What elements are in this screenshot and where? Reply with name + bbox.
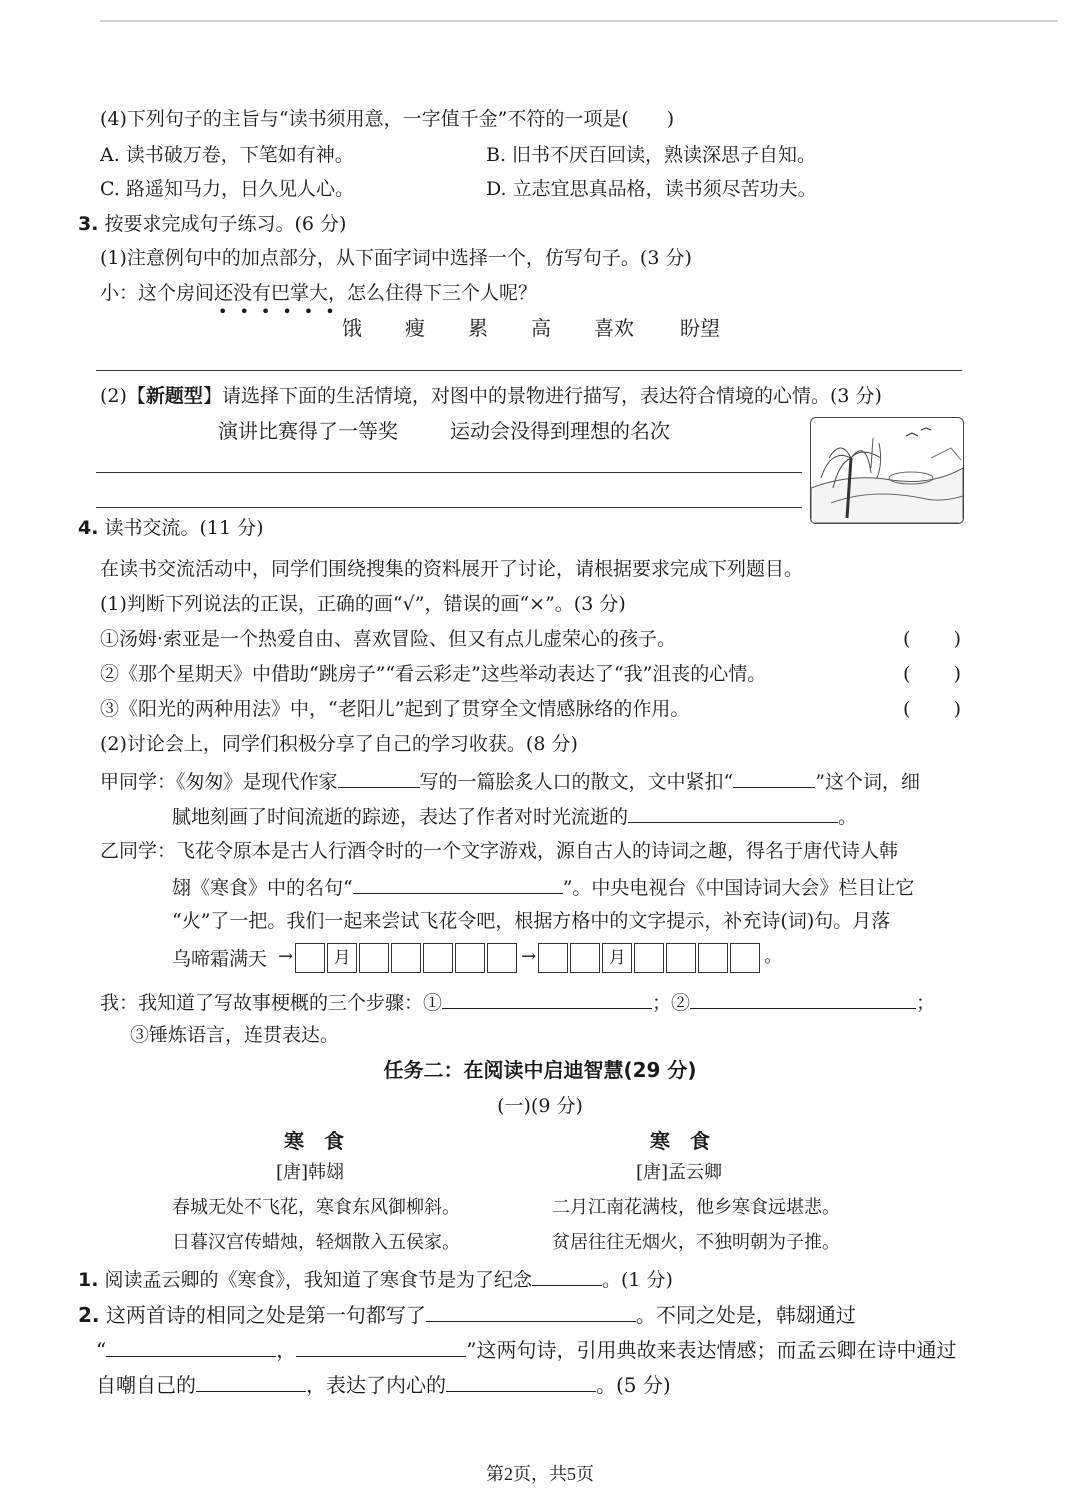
- q1-text: 。(1 分): [602, 1269, 673, 1291]
- answer-line[interactable]: [96, 507, 802, 508]
- student-wo-line1: [100, 988, 935, 1016]
- s3-part2-text: 】请选择下面的生活情境，对图中的景物进行描写，表达符合情境的心情。(3 分): [202, 385, 882, 407]
- wo-text: ；: [916, 992, 936, 1014]
- answer-line[interactable]: [96, 472, 802, 473]
- blank-keyword[interactable]: [733, 767, 815, 788]
- box-cell[interactable]: [423, 943, 453, 973]
- q2-text: ”这两句诗，引用典故来表达情感；而孟云卿在诗中通过: [466, 1338, 957, 1362]
- box-cell[interactable]: [634, 943, 664, 973]
- s3-part1-instruction: (1)注意例句中的加点部分，从下面字词中选择一个，仿写句子。(3 分): [100, 247, 692, 269]
- section-4-heading: [78, 515, 264, 541]
- situation-option-1: 演讲比赛得了一等奖: [218, 419, 398, 443]
- bracket-open: (2)【: [100, 385, 146, 407]
- word-choice-3: 累: [468, 316, 488, 340]
- q1-number: 1.: [78, 1269, 99, 1291]
- student-yi-line2: [172, 873, 914, 901]
- blank-poem-line-a[interactable]: [106, 1336, 276, 1357]
- period: 。: [764, 946, 783, 967]
- yi-text: ”。中央电视台《中国诗词大会》栏目让它: [562, 877, 915, 899]
- blank-step2[interactable]: [690, 988, 916, 1009]
- q2-text: 自嘲自己的: [96, 1373, 196, 1397]
- blank-commemorate[interactable]: [532, 1265, 602, 1286]
- landscape-illustration: [810, 417, 964, 524]
- box-cell[interactable]: [666, 943, 696, 973]
- wo-text: 我：我知道了写故事梗概的三个步骤：①: [100, 992, 443, 1014]
- reading-q2-line1: [78, 1301, 856, 1328]
- q2-text: ，: [276, 1338, 297, 1362]
- poem-1-line-2: 日暮汉宫传蜡烛，轻烟散入五侯家。: [172, 1232, 460, 1253]
- blank-famous-line[interactable]: [353, 873, 563, 894]
- q2-text: 。不同之处是，韩翃通过: [635, 1303, 856, 1327]
- paren-close: ): [953, 663, 961, 685]
- q4-option-b: B. 旧书不厌百回读，熟读深思子自知。: [486, 144, 817, 166]
- word-choice-1: 饿: [342, 316, 362, 340]
- reading-q2-line2: [96, 1336, 956, 1363]
- section-4-title: 读书交流。(11 分): [98, 517, 264, 539]
- blank-poem-line-b[interactable]: [296, 1336, 466, 1357]
- jia-text: 腻地刻画了时间流逝的踪迹，表达了作者对时光流逝的: [172, 806, 629, 828]
- section-3-title: 按要求完成句子练习。(6 分): [98, 213, 347, 235]
- box-cell[interactable]: [295, 943, 325, 973]
- blank-common[interactable]: [426, 1301, 636, 1322]
- jia-text: ”这个词，细: [815, 771, 920, 793]
- judgement-3: ③《阳光的两种用法》中，“老阳儿”起到了贯穿全文情感脉络的作用。: [100, 698, 690, 720]
- student-yi-line1: 乙同学：飞花令原本是古人行酒令时的一个文字游戏，源自古人的诗词之趣，得名于唐代诗人韩: [100, 840, 899, 862]
- word-choice-4: 高: [531, 316, 551, 340]
- s4-intro: 在读书交流活动中，同学们围绕搜集的资料展开了讨论，请根据要求完成下列题目。: [100, 558, 804, 580]
- jia-text: 。: [838, 806, 858, 828]
- q4-option-a: A. 读书破万卷，下笔如有神。: [100, 144, 354, 166]
- situation-option-2: 运动会没得到理想的名次: [450, 419, 670, 443]
- box-cell[interactable]: [359, 943, 389, 973]
- blank-feeling[interactable]: [628, 802, 838, 823]
- judgement-2-answer-box[interactable]: [903, 661, 961, 687]
- paren-open: (: [903, 663, 911, 685]
- reading-q1: [78, 1265, 673, 1293]
- judgement-1-answer-box[interactable]: [903, 626, 961, 652]
- reading-q2-line3: [96, 1371, 671, 1398]
- fly-flower-boxes: [276, 943, 784, 973]
- fly-flower-prefix: 乌啼霜满天: [172, 948, 268, 970]
- box-cell[interactable]: [391, 943, 421, 973]
- q2-text: ，表达了内心的: [306, 1373, 446, 1397]
- paren-open: (: [903, 628, 911, 650]
- box-cell[interactable]: [487, 943, 517, 973]
- box-cell[interactable]: [698, 943, 728, 973]
- paren-open: (: [903, 698, 911, 720]
- box-cell-hint: 月: [327, 943, 357, 973]
- box-cell[interactable]: [730, 943, 760, 973]
- blank-inner-feeling[interactable]: [446, 1371, 596, 1392]
- poem-2-author: [唐]孟云卿: [636, 1162, 723, 1183]
- judgement-3-answer-box[interactable]: [903, 696, 961, 722]
- blank-author[interactable]: [338, 767, 420, 788]
- poem-2-line-2: 贫居往往无烟火，不独明朝为子推。: [552, 1232, 840, 1253]
- arrow-icon: →: [278, 946, 294, 967]
- q2-number: 2.: [78, 1303, 100, 1327]
- section-3-heading: [78, 211, 346, 237]
- poem-1-title: 寒 食: [284, 1129, 344, 1153]
- scan-top-line: [100, 20, 1058, 22]
- s3-example-sentence: 小：这个房间还没有巴掌大，怎么住得下三个人呢？: [100, 282, 538, 304]
- q1-text: 阅读孟云卿的《寒食》，我知道了寒食节是为了纪念: [98, 1269, 532, 1291]
- q4-option-c: C. 路遥知马力，日久见人心。: [100, 178, 354, 200]
- q2-text: 。(5 分): [596, 1373, 671, 1397]
- poem-1-line-1: 春城无处不飞花，寒食东风御柳斜。: [172, 1197, 460, 1218]
- q2-text: “: [96, 1338, 107, 1362]
- paren-close: ): [953, 628, 961, 650]
- box-cell[interactable]: [570, 943, 600, 973]
- wo-text: ；②: [652, 992, 691, 1014]
- emphasis-dots: ••••••: [218, 302, 347, 321]
- s4-part2-instruction: (2)讨论会上，同学们积极分享了自己的学习收获。(8 分): [100, 733, 578, 755]
- q4-stem: (4)下列句子的主旨与“读书须用意，一字值千金”不符的一项是( ): [100, 108, 675, 130]
- word-choice-2: 瘦: [405, 316, 425, 340]
- blank-self-mock[interactable]: [196, 1371, 306, 1392]
- student-jia-line1: [100, 767, 920, 795]
- jia-text: 写的一篇脍炙人口的散文，文中紧扣“: [419, 771, 734, 793]
- student-wo-line2: ③锤炼语言，连贯表达。: [130, 1024, 340, 1046]
- blank-step1[interactable]: [442, 988, 652, 1009]
- reading-part-1-title: (一)(9 分): [497, 1095, 583, 1117]
- judgement-2: ②《那个星期天》中借助“跳房子”“看云彩走”这些举动表达了“我”沮丧的心情。: [100, 663, 767, 685]
- section-4-number: 4.: [78, 517, 99, 539]
- word-choice-6: 盼望: [680, 316, 720, 340]
- q4-option-d: D. 立志宜思真品格，读书须尽苦功夫。: [486, 178, 817, 200]
- task-2-title: 任务二：在阅读中启迪智慧(29 分): [383, 1058, 697, 1082]
- answer-line[interactable]: [96, 370, 962, 371]
- word-choice-5: 喜欢: [594, 316, 634, 340]
- box-cell[interactable]: [538, 943, 568, 973]
- s3-part2-instruction: [100, 383, 882, 409]
- jia-text: 甲同学：《匆匆》是现代作家: [100, 771, 338, 793]
- paren-close: ): [953, 698, 961, 720]
- section-3-number: 3.: [78, 213, 99, 235]
- new-type-tag: 新题型: [145, 385, 203, 407]
- student-yi-line3: “火”了一把。我们一起来尝试飞花令吧，根据方格中的文字提示，补充诗(词)句。月落: [172, 910, 891, 932]
- yi-text: 翃《寒食》中的名句“: [172, 877, 353, 899]
- page-number: 第2页，共5页: [486, 1464, 594, 1484]
- poem-2-title: 寒 食: [650, 1129, 710, 1153]
- s4-part1-instruction: (1)判断下列说法的正误，正确的画“√”，错误的画“×”。(3 分): [100, 593, 626, 615]
- box-cell-hint: 月: [602, 943, 632, 973]
- poem-1-author: [唐]韩翃: [276, 1162, 345, 1183]
- box-cell[interactable]: [455, 943, 485, 973]
- student-jia-line2: [172, 802, 857, 830]
- q2-text: 这两首诗的相同之处是第一句都写了: [99, 1303, 426, 1327]
- judgement-1: ①汤姆·索亚是一个热爱自由、喜欢冒险、但又有点儿虚荣心的孩子。: [100, 628, 677, 650]
- arrow-icon: →: [521, 946, 537, 967]
- poem-2-line-1: 二月江南花满枝，他乡寒食远堪悲。: [552, 1197, 840, 1218]
